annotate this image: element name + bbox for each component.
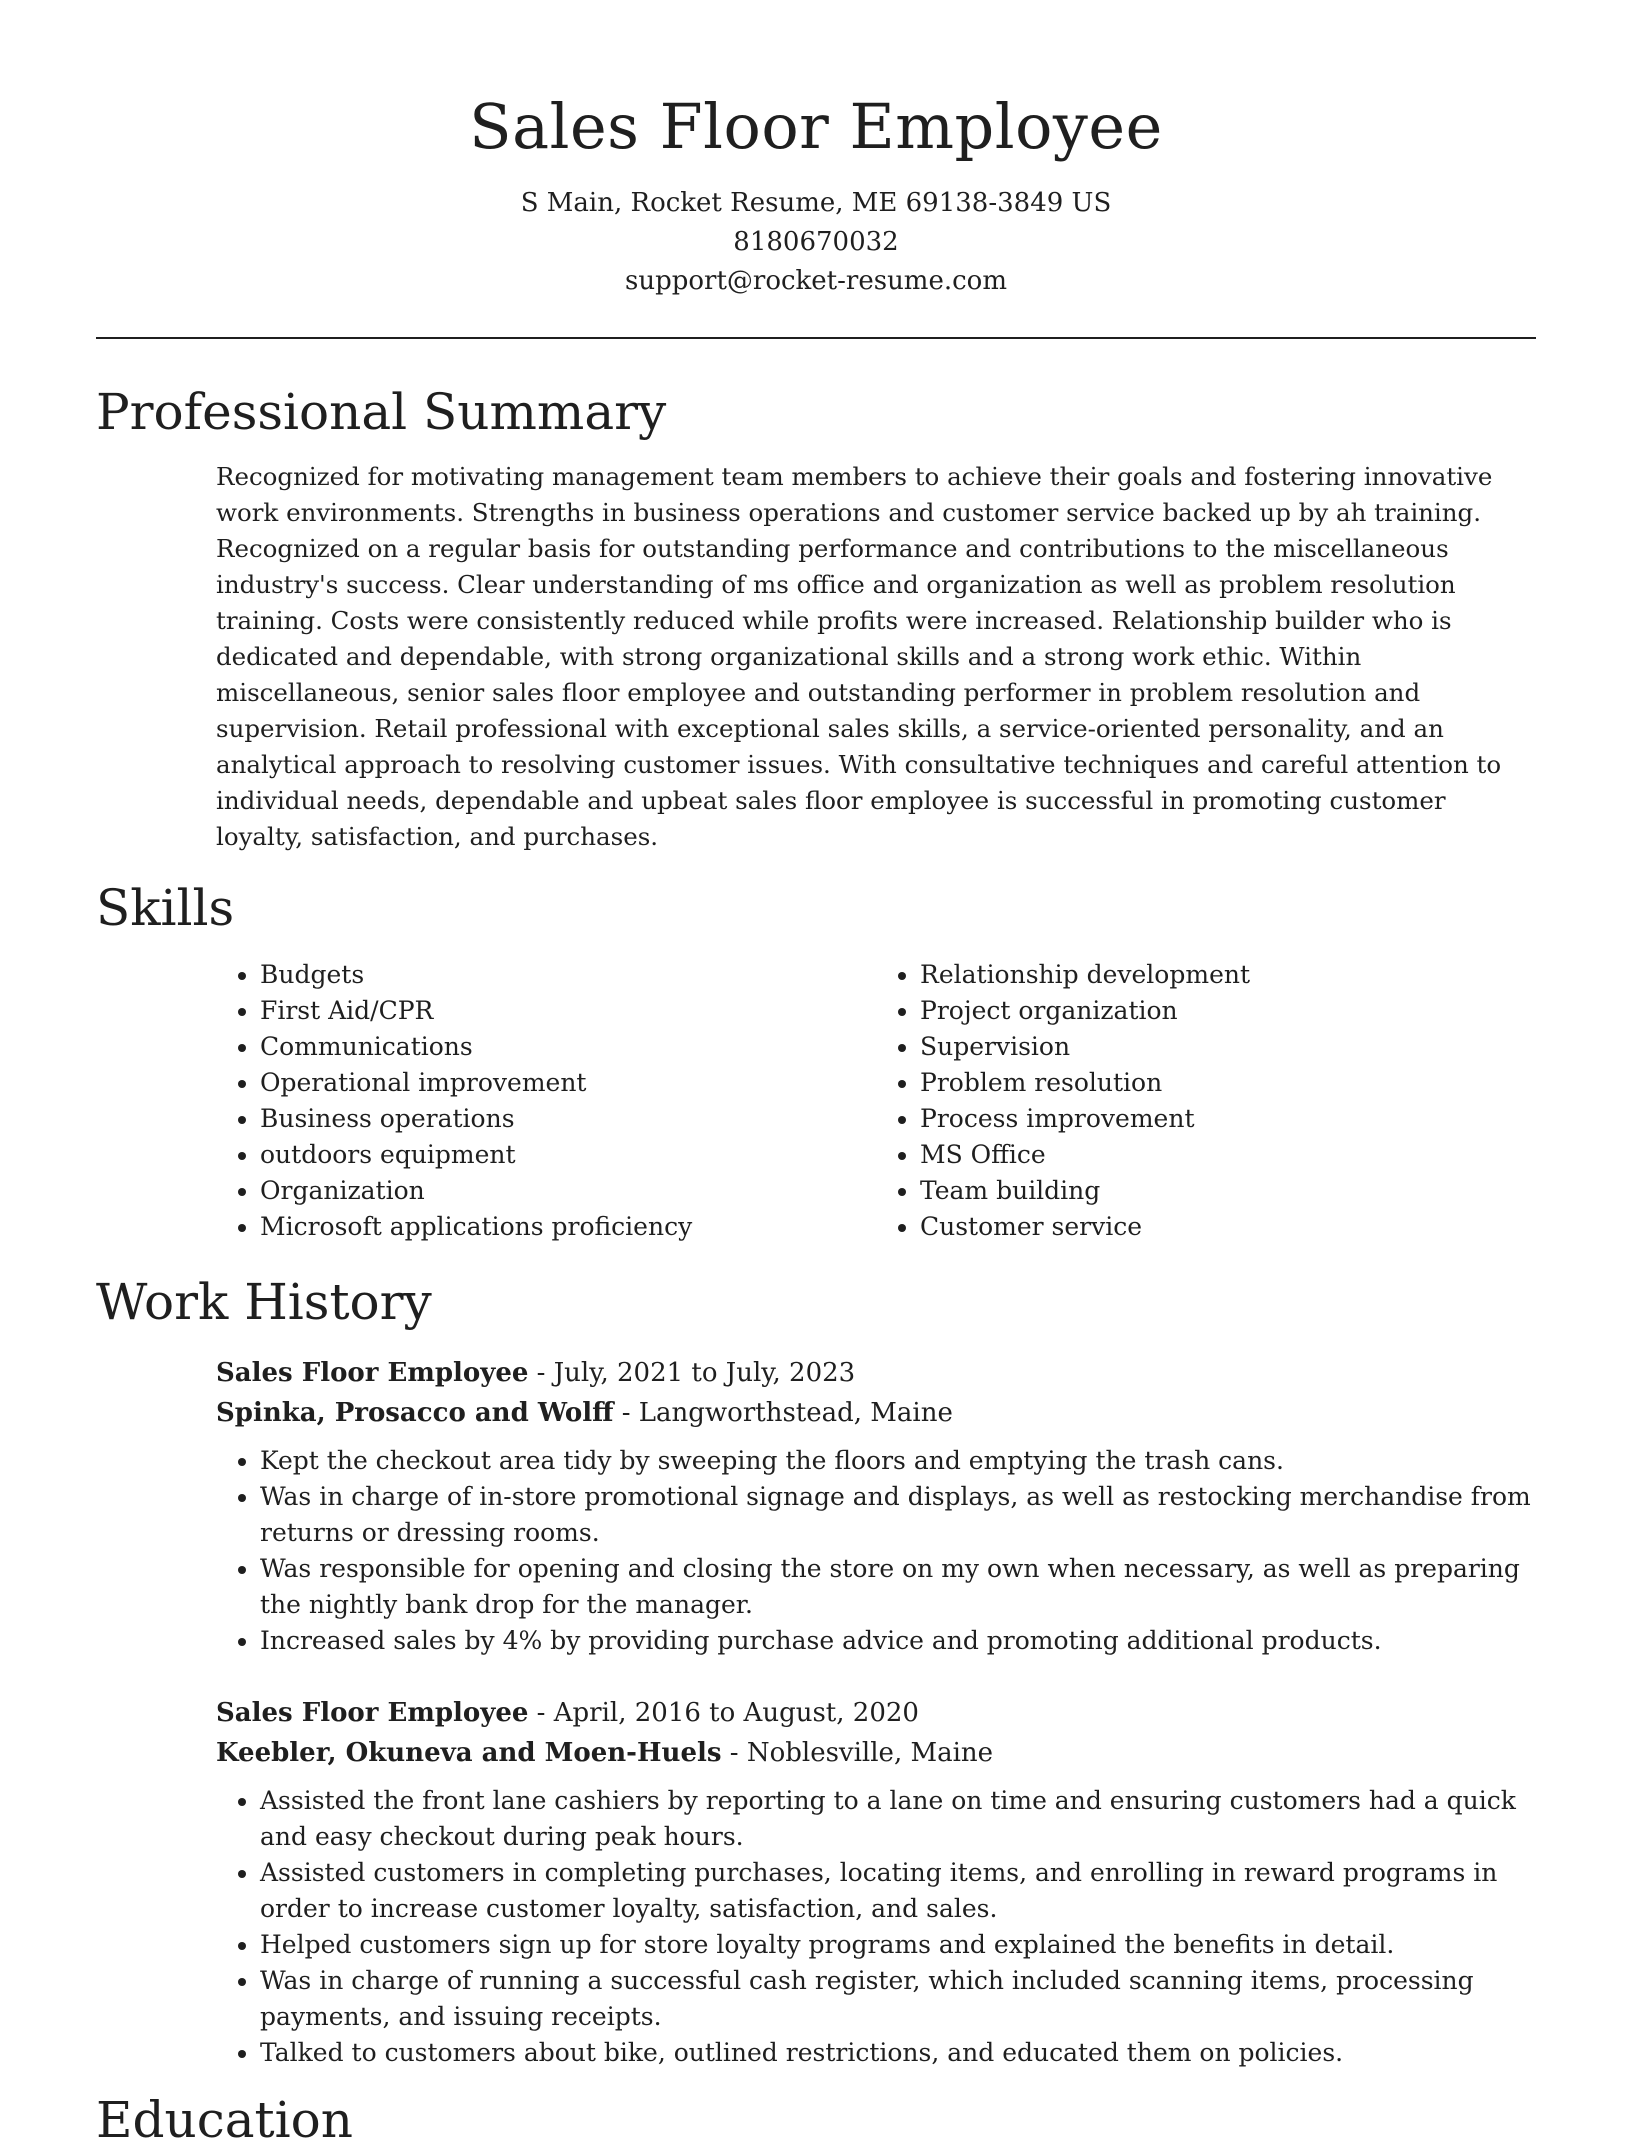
contact-address: S Main, Rocket Resume, ME 69138-3849 US xyxy=(520,188,1112,218)
skill-item: • Problem resolution xyxy=(920,1065,1536,1101)
skills-column-right xyxy=(876,957,1536,1245)
job-company-line xyxy=(216,1393,1536,1433)
job-dates: - July, 2021 to July, 2023 xyxy=(528,1358,856,1388)
job-duty-item: • Kept the checkout area tidy by sweeping the floors and emptying the trash cans. xyxy=(260,1443,1536,1479)
section-heading-work-history: Work History xyxy=(96,1273,432,1331)
skill-item: • Team building xyxy=(920,1173,1536,1209)
job-duty-item: • Assisted the front lane cashiers by reporting to a lane on time and ensuring customers had a quick and easy checkout during peak hours. xyxy=(260,1783,1536,1855)
resume-name: Sales Floor Employee xyxy=(469,90,1163,163)
skill-item: • First Aid/CPR xyxy=(260,993,876,1029)
skill-item: • Organization xyxy=(260,1173,876,1209)
job-duty-item: • Was responsible for opening and closing the store on my own when necessary, as well as preparing the nightly bank drop for the manager. xyxy=(260,1551,1536,1623)
skill-item: • Relationship development xyxy=(920,957,1536,993)
job-duty-item: • Increased sales by 4% by providing purchase advice and promoting additional products. xyxy=(260,1623,1536,1659)
job-entry xyxy=(216,1693,1536,2071)
job-title: Sales Floor Employee xyxy=(216,1358,529,1388)
job-title-line xyxy=(216,1353,1536,1393)
skill-item: • Supervision xyxy=(920,1029,1536,1065)
job-employer: Keebler, Okuneva and Moen-Huels xyxy=(216,1738,722,1768)
job-employer: Spinka, Prosacco and Wolff xyxy=(216,1398,614,1428)
job-duty-item: • Helped customers sign up for store loyalty programs and explained the benefits in detail. xyxy=(260,1927,1536,1963)
contact-email: support@rocket-resume.com xyxy=(624,266,1007,296)
summary-text: Recognized for motivating management team members to achieve their goals and fostering innovative work environments. Strengths in business operations and customer service backed up by ah training. Recognized on a regular basis for outstanding performance and contributions to the miscellaneous industry's success. Clear understanding of ms office and organization as well as problem resolution training. Costs were consistently reduced while profits were increased. Relationship builder who is dedicated and dependable, with strong organizational skills and a strong work ethic. Within miscellaneous, senior sales floor employee and outstanding performer in problem resolution and supervision. Retail professional with exceptional sales skills, a service-oriented personality, and an analytical approach to resolving customer issues. With consultative techniques and careful attention to individual needs, dependable and upbeat sales floor employee is successful in promoting customer loyalty, satisfaction, and purchases. xyxy=(216,462,1502,851)
section-heading-skills: Skills xyxy=(96,879,235,937)
job-title-line xyxy=(216,1693,1536,1733)
skill-item: • Project organization xyxy=(920,993,1536,1029)
skills-column-left xyxy=(216,957,876,1245)
skill-item: • Microsoft applications proficiency xyxy=(260,1209,876,1245)
job-duty-item: • Assisted customers in completing purchases, locating items, and enrolling in reward programs in order to increase customer loyalty, satisfaction, and sales. xyxy=(260,1855,1536,1927)
job-company-line xyxy=(216,1733,1536,1773)
skill-item: • Business operations xyxy=(260,1101,876,1137)
skill-item: • Operational improvement xyxy=(260,1065,876,1101)
skills-list xyxy=(216,957,1536,1245)
job-location: - Langworthstead, Maine xyxy=(613,1398,953,1428)
job-entry xyxy=(216,1353,1536,1659)
skill-item: • Customer service xyxy=(920,1209,1536,1245)
skill-item: • Process improvement xyxy=(920,1101,1536,1137)
section-heading-education: Education xyxy=(96,2091,353,2149)
job-dates: - April, 2016 to August, 2020 xyxy=(528,1698,919,1728)
skill-item: • Communications xyxy=(260,1029,876,1065)
header-divider xyxy=(96,337,1536,339)
job-duty-item: • Was in charge of in-store promotional signage and displays, as well as restocking merchandise from returns or dressing rooms. xyxy=(260,1479,1536,1551)
job-title: Sales Floor Employee xyxy=(216,1698,529,1728)
contact-phone: 8180670032 xyxy=(733,227,899,257)
section-heading-summary: Professional Summary xyxy=(96,383,667,441)
job-duty-item: • Was in charge of running a successful cash register, which included scanning items, processing payments, and issuing receipts. xyxy=(260,1963,1536,2035)
skill-item: • outdoors equipment xyxy=(260,1137,876,1173)
skill-item: • Budgets xyxy=(260,957,876,993)
job-duty-item: • Talked to customers about bike, outlined restrictions, and educated them on policies. xyxy=(260,2035,1536,2071)
resume-page xyxy=(96,0,1536,2155)
job-duties xyxy=(216,1443,1536,1659)
job-duties xyxy=(216,1783,1536,2071)
job-location: - Noblesville, Maine xyxy=(721,1738,994,1768)
skill-item: • MS Office xyxy=(920,1137,1536,1173)
